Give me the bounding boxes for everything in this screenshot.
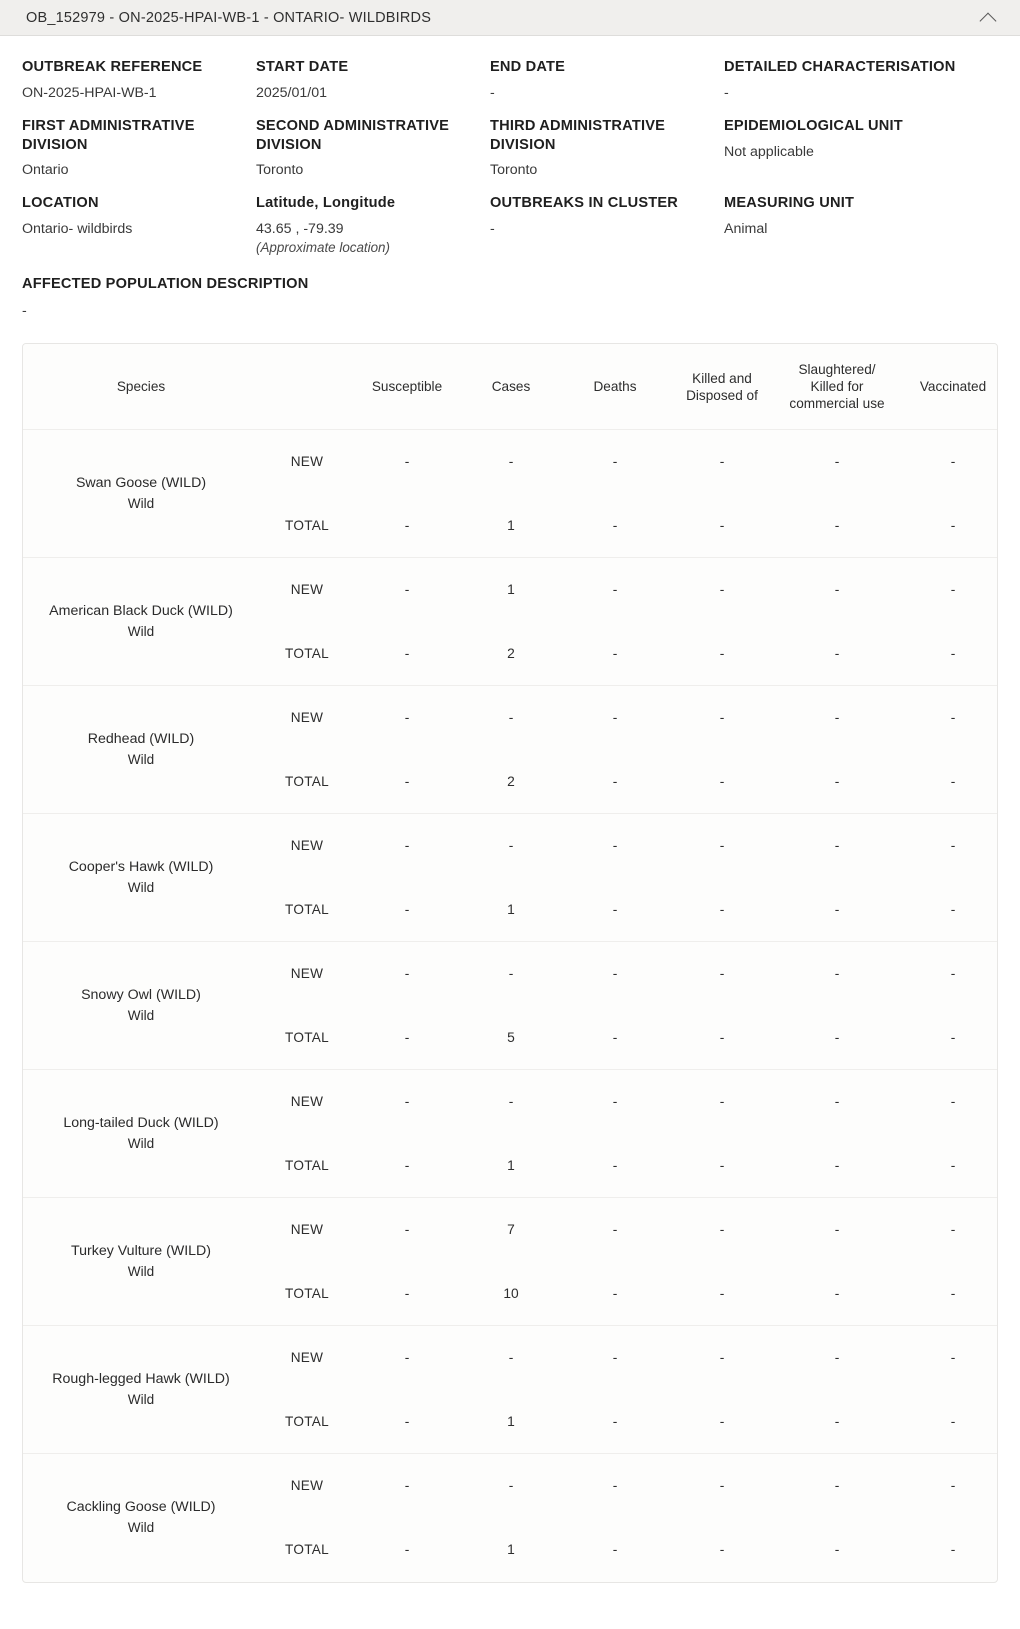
species-name: Long-tailed Duck (WILD) [63, 1115, 219, 1132]
cell-cases: - [459, 1326, 563, 1390]
species-subtype: Wild [127, 1520, 155, 1536]
cell-killed: - [667, 1198, 777, 1262]
cell-vaccinated: - [950, 1157, 956, 1173]
cell-susceptible: - [355, 814, 459, 878]
cell-slaughtered: - [777, 1326, 897, 1390]
field-label: MEASURING UNIT [724, 195, 855, 212]
field-label: END DATE [490, 59, 566, 75]
details-row-2 [22, 117, 998, 181]
field-value: - [490, 84, 495, 101]
column-header-period [259, 344, 355, 429]
cell-slaughtered: - [834, 773, 840, 789]
cell-cases: - [459, 1454, 563, 1518]
cell-slaughtered: - [834, 1029, 840, 1045]
species-name-cell [23, 1070, 259, 1198]
field-location [22, 194, 256, 257]
cell-cases: 2 [507, 645, 515, 661]
row-label-total: TOTAL [284, 1285, 330, 1301]
cell-deaths: - [563, 1454, 667, 1518]
species-name: Swan Goose (WILD) [75, 475, 207, 492]
field-label: SECOND ADMINISTRATIVE DIVISION [256, 117, 450, 153]
cell-slaughtered: - [777, 686, 897, 750]
row-label-total: TOTAL [284, 1029, 330, 1045]
column-header-cases: Cases [459, 344, 563, 429]
species-name: Snowy Owl (WILD) [81, 987, 201, 1004]
cell-susceptible: - [355, 430, 459, 494]
row-label-total: TOTAL [284, 1157, 330, 1173]
cell-cases: 1 [507, 901, 515, 917]
species-name: Rough-legged Hawk (WILD) [52, 1371, 230, 1388]
cell-susceptible: - [404, 1413, 410, 1429]
field-value: Toronto [490, 162, 538, 179]
field-label: THIRD ADMINISTRATIVE DIVISION [490, 117, 666, 153]
cell-killed: - [719, 1157, 725, 1173]
species-subtype: Wild [127, 1136, 155, 1152]
species-subtype: Wild [127, 880, 155, 896]
field-label: OUTBREAK REFERENCE [22, 59, 203, 75]
species-subtype: Wild [127, 496, 155, 512]
cell-vaccinated: - [950, 645, 956, 661]
cell-deaths: - [612, 645, 618, 661]
row-label-new: NEW [259, 1198, 355, 1262]
field-value: Ontario- wildbirds [22, 221, 133, 238]
field-value-note: (Approximate location) [256, 240, 390, 256]
species-name-cell [23, 430, 259, 558]
cell-vaccinated: - [897, 558, 998, 622]
cell-susceptible: - [404, 1029, 410, 1045]
cell-cases: 2 [507, 773, 515, 789]
species-subtype: Wild [127, 624, 155, 640]
cell-cases: 1 [507, 1542, 515, 1558]
row-label-total: TOTAL [284, 901, 330, 917]
species-name: Redhead (WILD) [87, 731, 195, 748]
column-header-species: Species [23, 344, 259, 429]
cell-killed: - [719, 1413, 725, 1429]
table-row [23, 814, 998, 878]
details-row-1 [22, 58, 998, 103]
cell-vaccinated: - [950, 773, 956, 789]
table-row [23, 1454, 998, 1518]
cell-cases: - [459, 686, 563, 750]
cell-killed: - [667, 686, 777, 750]
cell-susceptible: - [404, 1285, 410, 1301]
column-header-vaccinated: Vaccinated [897, 344, 998, 429]
column-header-slaughtered-killed-for-commercial-use: Slaughtered/ Killed for commercial use [777, 344, 897, 429]
cell-deaths: - [563, 942, 667, 1006]
row-label-total: TOTAL [284, 1413, 330, 1429]
cell-susceptible: - [355, 686, 459, 750]
details-row-3 [22, 194, 998, 257]
species-name: Cackling Goose (WILD) [66, 1499, 216, 1516]
cell-vaccinated: - [950, 901, 956, 917]
cell-slaughtered: - [834, 1413, 840, 1429]
row-label-new: NEW [259, 686, 355, 750]
cell-vaccinated: - [897, 1198, 998, 1262]
field-third-administrative-division [490, 117, 724, 181]
cell-killed: - [719, 645, 725, 661]
cell-vaccinated: - [950, 517, 956, 533]
cell-cases: 1 [459, 558, 563, 622]
cell-cases: 10 [503, 1285, 519, 1301]
cell-deaths: - [563, 430, 667, 494]
field-label: START DATE [256, 59, 349, 75]
field-start-date [256, 58, 490, 103]
column-header-killed-and-disposed-of: Killed and Disposed of [667, 344, 777, 429]
species-name: American Black Duck (WILD) [49, 603, 233, 620]
column-header-susceptible: Susceptible [355, 344, 459, 429]
row-label-total: TOTAL [284, 517, 330, 533]
cell-deaths: - [612, 1029, 618, 1045]
cell-vaccinated: - [950, 1413, 956, 1429]
table-row [23, 1326, 998, 1390]
field-value: Not applicable [724, 143, 814, 160]
cell-deaths: - [563, 1070, 667, 1134]
cell-cases: 5 [507, 1029, 515, 1045]
field-label: OUTBREAKS IN CLUSTER [490, 195, 679, 212]
cell-vaccinated: - [897, 430, 998, 494]
cell-slaughtered: - [777, 814, 897, 878]
cell-deaths: - [612, 1413, 618, 1429]
cell-susceptible: - [355, 558, 459, 622]
field-first-administrative-division [22, 117, 256, 181]
field-value: Toronto [256, 162, 304, 179]
cell-deaths: - [563, 814, 667, 878]
table-row [23, 1070, 998, 1134]
cell-vaccinated: - [950, 1029, 956, 1045]
cell-susceptible: - [404, 773, 410, 789]
row-label-new: NEW [259, 558, 355, 622]
species-name-cell [23, 942, 259, 1070]
species-name-cell [23, 686, 259, 814]
cell-deaths: - [563, 686, 667, 750]
cell-cases: - [459, 430, 563, 494]
species-name: Turkey Vulture (WILD) [70, 1243, 212, 1260]
outbreak-panel-header[interactable] [0, 0, 1020, 36]
field-measuring-unit [724, 194, 998, 257]
species-table-body [23, 430, 998, 1582]
row-label-new: NEW [259, 1454, 355, 1518]
species-table [23, 344, 998, 1581]
cell-slaughtered: - [777, 1070, 897, 1134]
table-row [23, 942, 998, 1006]
cell-susceptible: - [355, 1070, 459, 1134]
cell-killed: - [667, 1326, 777, 1390]
field-value: ON-2025-HPAI-WB-1 [22, 84, 157, 101]
cell-vaccinated: - [897, 814, 998, 878]
cell-killed: - [667, 942, 777, 1006]
cell-deaths: - [612, 1542, 618, 1558]
cell-slaughtered: - [777, 1454, 897, 1518]
row-label-total: TOTAL [284, 645, 330, 661]
cell-deaths: - [563, 1326, 667, 1390]
cell-slaughtered: - [834, 517, 840, 533]
cell-deaths: - [612, 1157, 618, 1173]
cell-susceptible: - [404, 645, 410, 661]
cell-killed: - [667, 814, 777, 878]
cell-susceptible: - [355, 1198, 459, 1262]
field-value: Ontario [22, 162, 69, 179]
cell-slaughtered: - [777, 430, 897, 494]
cell-vaccinated: - [950, 1542, 956, 1558]
field-value: - [490, 221, 495, 238]
field-value: - [724, 84, 729, 101]
chevron-up-icon[interactable] [980, 9, 998, 27]
cell-vaccinated: - [897, 1326, 998, 1390]
field-label: EPIDEMIOLOGICAL UNIT [724, 117, 903, 134]
cell-susceptible: - [355, 942, 459, 1006]
cell-cases: - [459, 1070, 563, 1134]
cell-cases: - [459, 814, 563, 878]
cell-vaccinated: - [897, 942, 998, 1006]
cell-susceptible: - [404, 517, 410, 533]
cell-deaths: - [612, 773, 618, 789]
cell-deaths: - [612, 901, 618, 917]
species-table-container [22, 343, 998, 1582]
cell-killed: - [719, 901, 725, 917]
cell-susceptible: - [404, 1157, 410, 1173]
cell-cases: 1 [507, 517, 515, 533]
row-label-new: NEW [259, 942, 355, 1006]
species-subtype: Wild [127, 1392, 155, 1408]
cell-killed: - [719, 1285, 725, 1301]
field-affected-population-description [0, 271, 1020, 321]
row-label-new: NEW [259, 1326, 355, 1390]
cell-slaughtered: - [834, 1542, 840, 1558]
cell-cases: 7 [459, 1198, 563, 1262]
table-row [23, 558, 998, 622]
field-end-date [490, 58, 724, 103]
cell-deaths: - [612, 517, 618, 533]
cell-deaths: - [563, 558, 667, 622]
row-label-new: NEW [259, 1070, 355, 1134]
cell-killed: - [667, 1454, 777, 1518]
field-label: AFFECTED POPULATION DESCRIPTION [22, 276, 309, 293]
outbreak-details-grid [0, 36, 1020, 257]
field-second-administrative-division [256, 117, 490, 181]
field-label: FIRST ADMINISTRATIVE DIVISION [22, 117, 195, 153]
cell-vaccinated: - [897, 1070, 998, 1134]
cell-slaughtered: - [777, 942, 897, 1006]
cell-susceptible: - [355, 1326, 459, 1390]
species-subtype: Wild [127, 1264, 155, 1280]
cell-killed: - [719, 773, 725, 789]
cell-slaughtered: - [834, 901, 840, 917]
cell-killed: - [667, 430, 777, 494]
cell-susceptible: - [404, 1542, 410, 1558]
field-value: Animal [724, 221, 768, 238]
cell-slaughtered: - [834, 645, 840, 661]
row-label-total: TOTAL [284, 773, 330, 789]
species-subtype: Wild [127, 1008, 155, 1024]
cell-deaths: - [612, 1285, 618, 1301]
cell-killed: - [667, 1070, 777, 1134]
cell-slaughtered: - [777, 1198, 897, 1262]
cell-slaughtered: - [777, 558, 897, 622]
field-detailed-characterisation [724, 58, 998, 103]
cell-cases: 1 [507, 1413, 515, 1429]
field-value: 43.65 , -79.39 [256, 221, 344, 238]
cell-susceptible: - [355, 1454, 459, 1518]
cell-cases: 1 [507, 1157, 515, 1173]
species-name-cell [23, 814, 259, 942]
cell-susceptible: - [404, 901, 410, 917]
cell-vaccinated: - [897, 1454, 998, 1518]
cell-killed: - [719, 1029, 725, 1045]
outbreak-title: OB_152979 - ON-2025-HPAI-WB-1 - ONTARIO- WILDBIRDS [26, 9, 432, 26]
field-epidemiological-unit [724, 117, 998, 181]
field-value: 2025/01/01 [256, 84, 328, 101]
species-name: Cooper's Hawk (WILD) [68, 859, 214, 876]
field-label: Latitude, Longitude [256, 195, 396, 212]
cell-killed: - [667, 558, 777, 622]
field-outbreaks-in-cluster [490, 194, 724, 257]
cell-vaccinated: - [950, 1285, 956, 1301]
cell-vaccinated: - [897, 686, 998, 750]
species-name-cell [23, 1454, 259, 1582]
table-row [23, 1198, 998, 1262]
species-name-cell [23, 558, 259, 686]
table-row [23, 430, 998, 494]
cell-deaths: - [563, 1198, 667, 1262]
species-subtype: Wild [127, 752, 155, 768]
row-label-new: NEW [259, 814, 355, 878]
field-latitude-longitude [256, 194, 490, 257]
field-label: DETAILED CHARACTERISATION [724, 59, 956, 75]
cell-cases: - [459, 942, 563, 1006]
cell-slaughtered: - [834, 1157, 840, 1173]
field-outbreak-reference [22, 58, 256, 103]
table-row [23, 686, 998, 750]
cell-slaughtered: - [834, 1285, 840, 1301]
field-label: LOCATION [22, 195, 99, 212]
species-table-head [23, 344, 998, 429]
field-value: - [22, 302, 27, 319]
species-table-header-row [23, 344, 998, 429]
species-name-cell [23, 1198, 259, 1326]
row-label-new: NEW [259, 430, 355, 494]
cell-killed: - [719, 517, 725, 533]
species-name-cell [23, 1326, 259, 1454]
cell-killed: - [719, 1542, 725, 1558]
row-label-total: TOTAL [284, 1542, 330, 1558]
column-header-deaths: Deaths [563, 344, 667, 429]
